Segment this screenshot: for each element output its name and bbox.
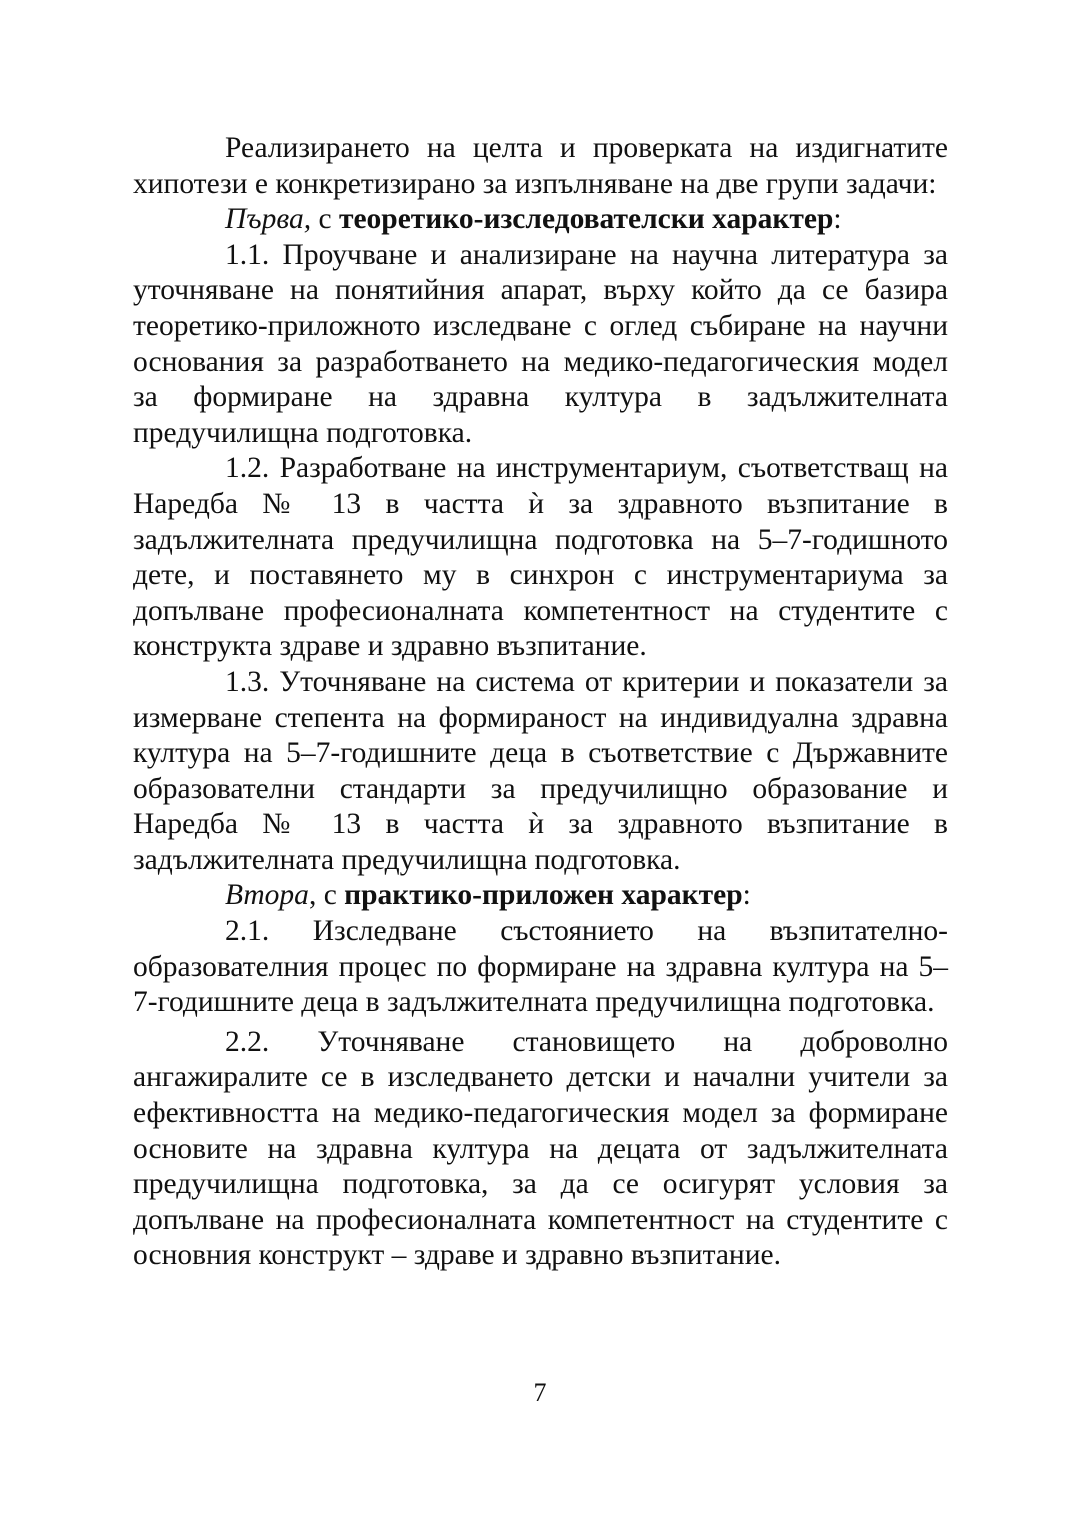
task-item-1-1: 1.1. Проучване и анализиране на научна литература за уточняване на понятийния апарат, върху който да се базира теоретико-приложното изследване с оглед събиране на научни основания за разработването на медико-педагогическия модел за формиране на здравна култура в задължителната предучилищна подготовка. <box>133 238 948 449</box>
group-connector-first: с <box>311 203 339 236</box>
group-colon-second: : <box>742 879 751 912</box>
group-heading-first <box>133 202 948 238</box>
task-item-2-2: 2.2. Уточняване становището на доброволно ангажиралите се в изследването детски и начални учители за ефективността на медико-педагогическия модел за формиране основите на здравна култура на децата от задължителната предучилищна подготовка, за да се осигурят условия за допълване на професионалната компетентност на студентите с основния конструкт – здраве и здравно възпитание. <box>133 1025 948 1272</box>
body-text <box>133 131 948 1274</box>
group-connector-second: , с <box>308 879 345 912</box>
group-lead-first: Първа, <box>225 203 312 236</box>
task-item-2-1: 2.1. Изследване състоянието на възпитателно-образователния процес по формиране на здравна култура на 5–7-годишните деца в задължителната предучилищна подготовка. <box>133 915 948 1019</box>
intro-paragraph: Реализирането на целта и проверката на издигнатите хипотези е конкретизирано за изпълняване на две групи задачи: <box>133 132 948 200</box>
page-number: 7 <box>533 1378 547 1407</box>
group-colon-first: : <box>833 203 842 236</box>
group-title-second: практико-приложен характер <box>344 879 743 912</box>
group-title-first: теоретико-изследователски характер <box>338 203 834 236</box>
task-item-1-3: 1.3. Уточняване на система от критерии и показатели за измерване степента на формираност на индивидуална здравна култура на 5–7-годишните деца в съответствие с Държавните образователни стандарти за предучилищно образование и Наредба № 13 в частта ѝ за здравното възпитание в задължителната предучилищна подготовка. <box>133 665 948 876</box>
group-lead-second: Втора <box>225 879 309 912</box>
group-heading-second <box>133 878 948 914</box>
task-item-1-2: 1.2. Разработване на инструментариум, съответстващ на Наредба № 13 в частта ѝ за здравното възпитание в задължителната предучилищна подготовка на 5–7-годишното дете, и поставянето му в синхрон с инструментариума за допълване професионалната компетентност на студентите с конструкта здраве и здравно възпитание. <box>133 452 948 663</box>
